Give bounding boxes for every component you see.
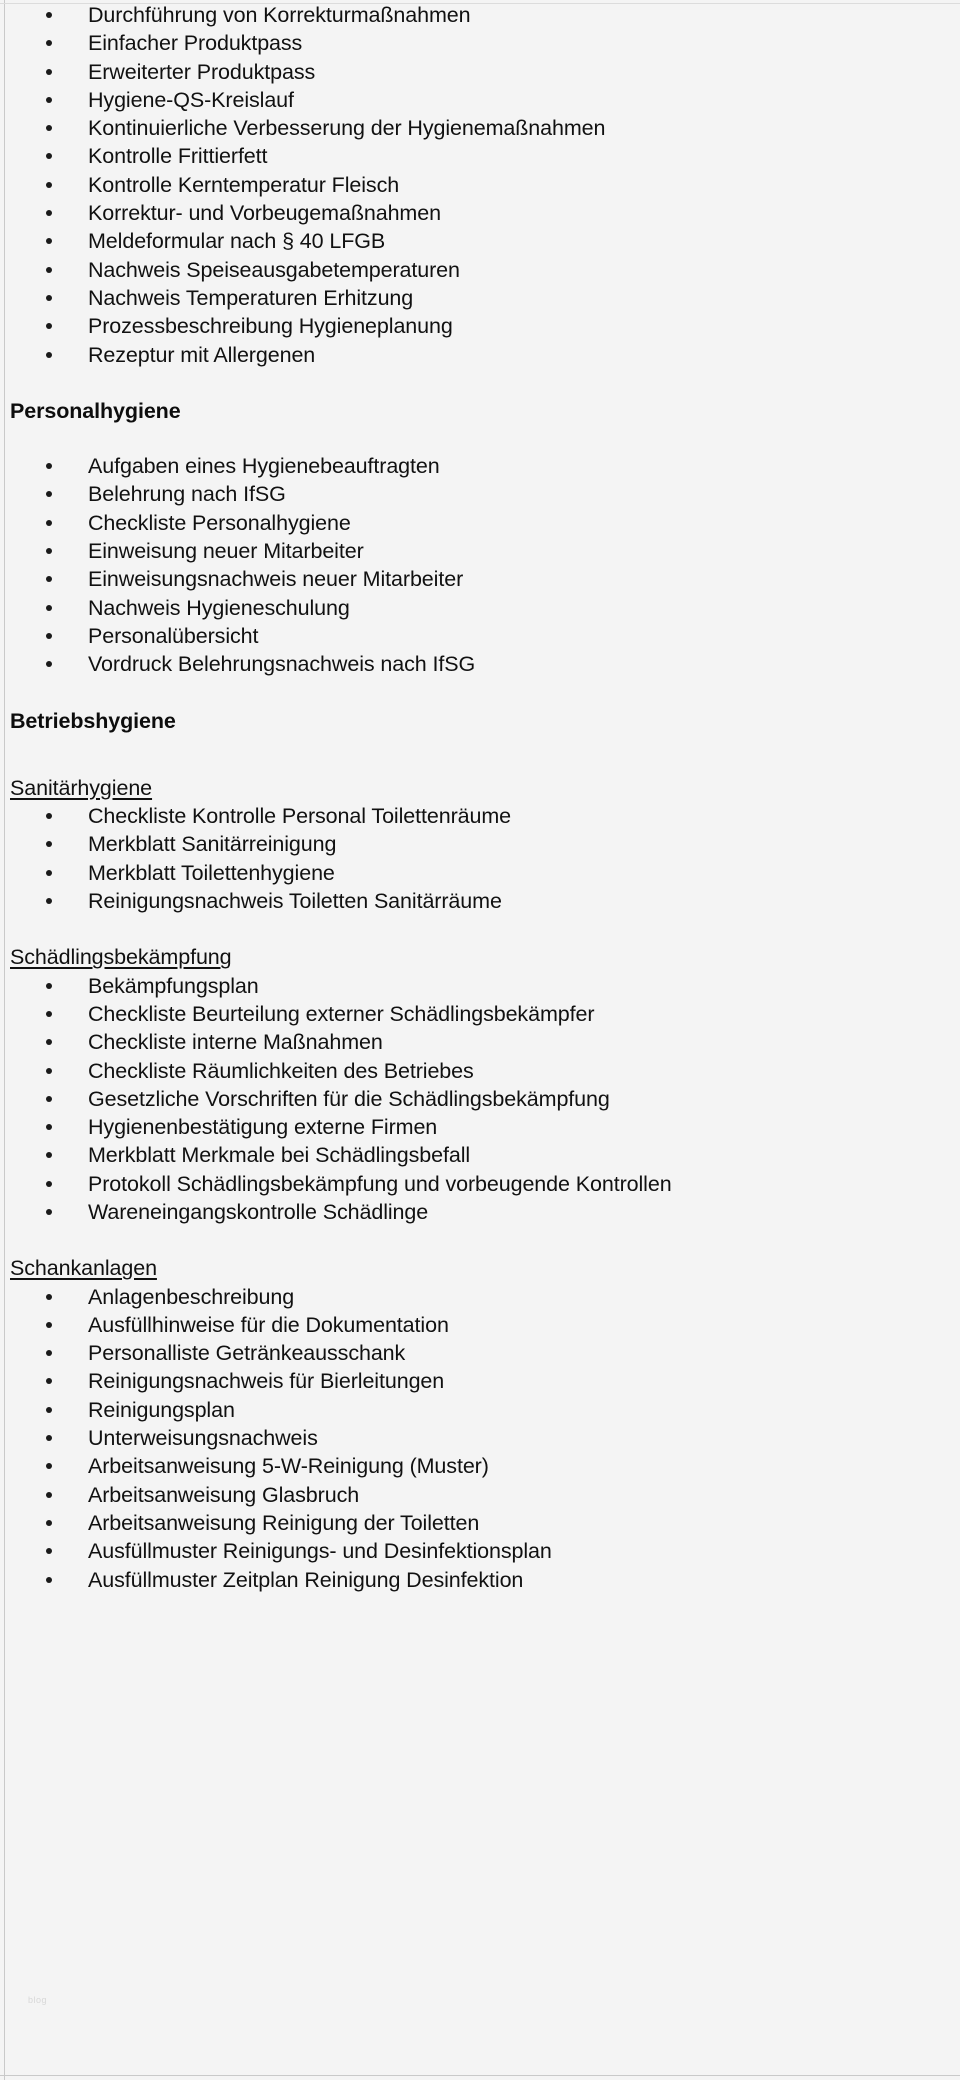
list-item-label: Checkliste Kontrolle Personal Toilettenräume <box>88 804 512 829</box>
bullet-icon <box>46 1435 52 1441</box>
list-item-label: Belehrung nach IfSG <box>88 482 286 507</box>
list-item-label: Unterweisungsnachweis <box>88 1426 318 1451</box>
bullet-icon <box>46 1294 52 1300</box>
watermark: blog <box>28 1995 48 2005</box>
list-item <box>0 58 960 86</box>
bullet-icon <box>46 69 52 75</box>
bullet-icon <box>46 1378 52 1384</box>
list-item-label: Reinigungsnachweis für Bierleitungen <box>88 1369 445 1394</box>
list-item <box>0 256 960 284</box>
list-item <box>0 1509 960 1537</box>
personalhygiene-list <box>0 452 960 678</box>
list-item-label: Reinigungsnachweis Toiletten Sanitärräume <box>88 889 502 914</box>
list-item-label: Einweisungsnachweis neuer Mitarbeiter <box>88 567 464 592</box>
spacer <box>0 762 960 774</box>
bullet-icon <box>46 12 52 18</box>
list-item-label: Arbeitsanweisung Reinigung der Toiletten <box>88 1510 480 1535</box>
bullet-icon <box>46 267 52 273</box>
subheading-schaedlingsbekaempfung <box>0 943 960 971</box>
subheading-sanitaerhygiene <box>0 774 960 802</box>
bullet-icon <box>46 295 52 301</box>
bullet-icon <box>46 870 52 876</box>
list-item <box>0 227 960 255</box>
list-item <box>0 452 960 480</box>
list-item <box>0 802 960 830</box>
bullet-icon <box>46 633 52 639</box>
list-item-label: Hygiene-QS-Kreislauf <box>88 87 294 112</box>
bullet-icon <box>46 491 52 497</box>
list-item <box>0 830 960 858</box>
list-item-label: Checkliste Personalhygiene <box>88 510 351 535</box>
schaedlingsbekaempfung-list <box>0 972 960 1227</box>
list-item <box>0 1198 960 1226</box>
heading-personalhygiene: Personalhygiene <box>10 398 181 423</box>
list-item <box>0 887 960 915</box>
bullet-icon <box>46 576 52 582</box>
list-item <box>0 1057 960 1085</box>
list-item <box>0 142 960 170</box>
bullet-icon <box>46 1492 52 1498</box>
bullet-icon <box>46 841 52 847</box>
list-item-label: Protokoll Schädlingsbekämpfung und vorbeugende Kontrollen <box>88 1171 672 1196</box>
list-item <box>0 565 960 593</box>
list-item-label: Kontrolle Kerntemperatur Fleisch <box>88 172 400 197</box>
bullet-icon <box>46 1520 52 1526</box>
list-item <box>0 171 960 199</box>
bullet-icon <box>46 1096 52 1102</box>
list-item-label: Rezeptur mit Allergenen <box>88 342 316 367</box>
list-item-label: Bekämpfungsplan <box>88 973 259 998</box>
bullet-icon <box>46 661 52 667</box>
list-item-label: Reinigungsplan <box>88 1397 235 1422</box>
list-item <box>0 1424 960 1452</box>
list-item <box>0 1170 960 1198</box>
bullet-icon <box>46 40 52 46</box>
list-item <box>0 1566 960 1594</box>
list-item-label: Wareneingangskontrolle Schädlinge <box>88 1199 429 1224</box>
bullet-icon <box>46 813 52 819</box>
list-item-label: Ausfüllmuster Zeitplan Reinigung Desinfektion <box>88 1567 524 1592</box>
list-item <box>0 1367 960 1395</box>
list-item-label: Einfacher Produktpass <box>88 31 303 56</box>
list-item-label: Gesetzliche Vorschriften für die Schädlingsbekämpfung <box>88 1086 610 1111</box>
list-item <box>0 1141 960 1169</box>
list-item-label: Durchführung von Korrekturmaßnahmen <box>88 3 471 27</box>
bullet-icon <box>46 1124 52 1130</box>
bullet-icon <box>46 1407 52 1413</box>
bullet-icon <box>46 210 52 216</box>
bullet-icon <box>46 1039 52 1045</box>
bullet-icon <box>46 1463 52 1469</box>
bullet-icon <box>46 548 52 554</box>
list-item-label: Kontrolle Frittierfett <box>88 144 268 169</box>
sub-heading-label: Sanitärhygiene <box>10 775 153 800</box>
list-item <box>0 1085 960 1113</box>
spacer <box>0 915 960 943</box>
heading-betriebshygiene: Betriebshygiene <box>10 708 176 733</box>
haccp-documents-list <box>0 1 960 369</box>
bullet-icon <box>46 605 52 611</box>
list-item-label: Ausfüllhinweise für die Dokumentation <box>88 1312 449 1337</box>
spacer <box>0 1226 960 1254</box>
list-item <box>0 594 960 622</box>
list-item <box>0 1113 960 1141</box>
list-item <box>0 1311 960 1339</box>
list-item-label: Arbeitsanweisung 5-W-Reinigung (Muster) <box>88 1454 489 1479</box>
bullet-icon <box>46 1322 52 1328</box>
bullet-icon <box>46 153 52 159</box>
list-item <box>0 622 960 650</box>
spacer <box>0 369 960 397</box>
bullet-icon <box>46 323 52 329</box>
list-item-label: Ausfüllmuster Reinigungs- und Desinfektionsplan <box>88 1539 552 1564</box>
list-item-label: Arbeitsanweisung Glasbruch <box>88 1482 360 1507</box>
list-item-label: Prozessbeschreibung Hygieneplanung <box>88 314 453 339</box>
bullet-icon <box>46 1011 52 1017</box>
bullet-icon <box>46 898 52 904</box>
list-item-label: Nachweis Temperaturen Erhitzung <box>88 285 414 310</box>
list-item <box>0 199 960 227</box>
page-border-bottom <box>0 2075 960 2076</box>
list-item <box>0 972 960 1000</box>
list-item <box>0 509 960 537</box>
sub-heading-label: Schankanlagen <box>10 1256 157 1281</box>
list-item-label: Erweiterter Produktpass <box>88 59 316 84</box>
bullet-icon <box>46 1577 52 1583</box>
list-item-label: Einweisung neuer Mitarbeiter <box>88 539 364 564</box>
list-item <box>0 341 960 369</box>
sub-heading-label: Schädlingsbekämpfung <box>10 945 232 970</box>
list-item <box>0 1452 960 1480</box>
list-item-label: Personalübersicht <box>88 623 259 648</box>
list-item-label: Checkliste Räumlichkeiten des Betriebes <box>88 1058 474 1083</box>
list-item <box>0 29 960 57</box>
list-item-label: Personalliste Getränkeausschank <box>88 1341 406 1366</box>
schankanlagen-list <box>0 1283 960 1594</box>
bullet-icon <box>46 97 52 103</box>
list-item-label: Merkblatt Sanitärreinigung <box>88 832 337 857</box>
spacer <box>0 425 960 452</box>
list-item-label: Merkblatt Merkmale bei Schädlingsbefall <box>88 1143 471 1168</box>
list-item <box>0 1537 960 1565</box>
bullet-icon <box>46 1209 52 1215</box>
spacer <box>0 735 960 762</box>
list-item-label: Korrektur- und Vorbeugemaßnahmen <box>88 201 441 226</box>
list-item <box>0 1 960 29</box>
list-item <box>0 1028 960 1056</box>
list-item-label: Kontinuierliche Verbesserung der Hygienemaßnahmen <box>88 116 606 141</box>
bullet-icon <box>46 520 52 526</box>
bullet-icon <box>46 182 52 188</box>
bullet-icon <box>46 1548 52 1554</box>
bullet-icon <box>46 463 52 469</box>
subheading-schankanlagen <box>0 1254 960 1282</box>
list-item-label: Hygienenbestätigung externe Firmen <box>88 1115 438 1140</box>
bullet-icon <box>46 1152 52 1158</box>
list-item <box>0 284 960 312</box>
list-item-label: Meldeformular nach § 40 LFGB <box>88 229 386 254</box>
list-item-label: Anlagenbeschreibung <box>88 1284 295 1309</box>
list-item <box>0 859 960 887</box>
list-item <box>0 312 960 340</box>
list-item <box>0 1283 960 1311</box>
spacer <box>0 679 960 707</box>
bullet-icon <box>46 983 52 989</box>
list-item <box>0 1481 960 1509</box>
list-item-label: Merkblatt Toilettenhygiene <box>88 860 335 885</box>
list-item-label: Checkliste Beurteilung externer Schädlingsbekämpfer <box>88 1001 595 1026</box>
list-item <box>0 650 960 678</box>
list-item-label: Nachweis Speiseausgabetemperaturen <box>88 257 460 282</box>
sanitaerhygiene-list <box>0 802 960 915</box>
bullet-icon <box>46 1350 52 1356</box>
list-item <box>0 1396 960 1424</box>
list-item-label: Aufgaben eines Hygienebeauftragten <box>88 454 440 479</box>
list-item <box>0 537 960 565</box>
list-item <box>0 114 960 142</box>
list-item-label: Vordruck Belehrungsnachweis nach IfSG <box>88 652 476 677</box>
list-item-label: Checkliste interne Maßnahmen <box>88 1030 383 1055</box>
list-item <box>0 86 960 114</box>
bullet-icon <box>46 1068 52 1074</box>
bullet-icon <box>46 238 52 244</box>
bullet-icon <box>46 352 52 358</box>
list-item <box>0 480 960 508</box>
bullet-icon <box>46 125 52 131</box>
list-item <box>0 1339 960 1367</box>
bullet-icon <box>46 1181 52 1187</box>
list-item <box>0 1000 960 1028</box>
list-item-label: Nachweis Hygieneschulung <box>88 595 350 620</box>
